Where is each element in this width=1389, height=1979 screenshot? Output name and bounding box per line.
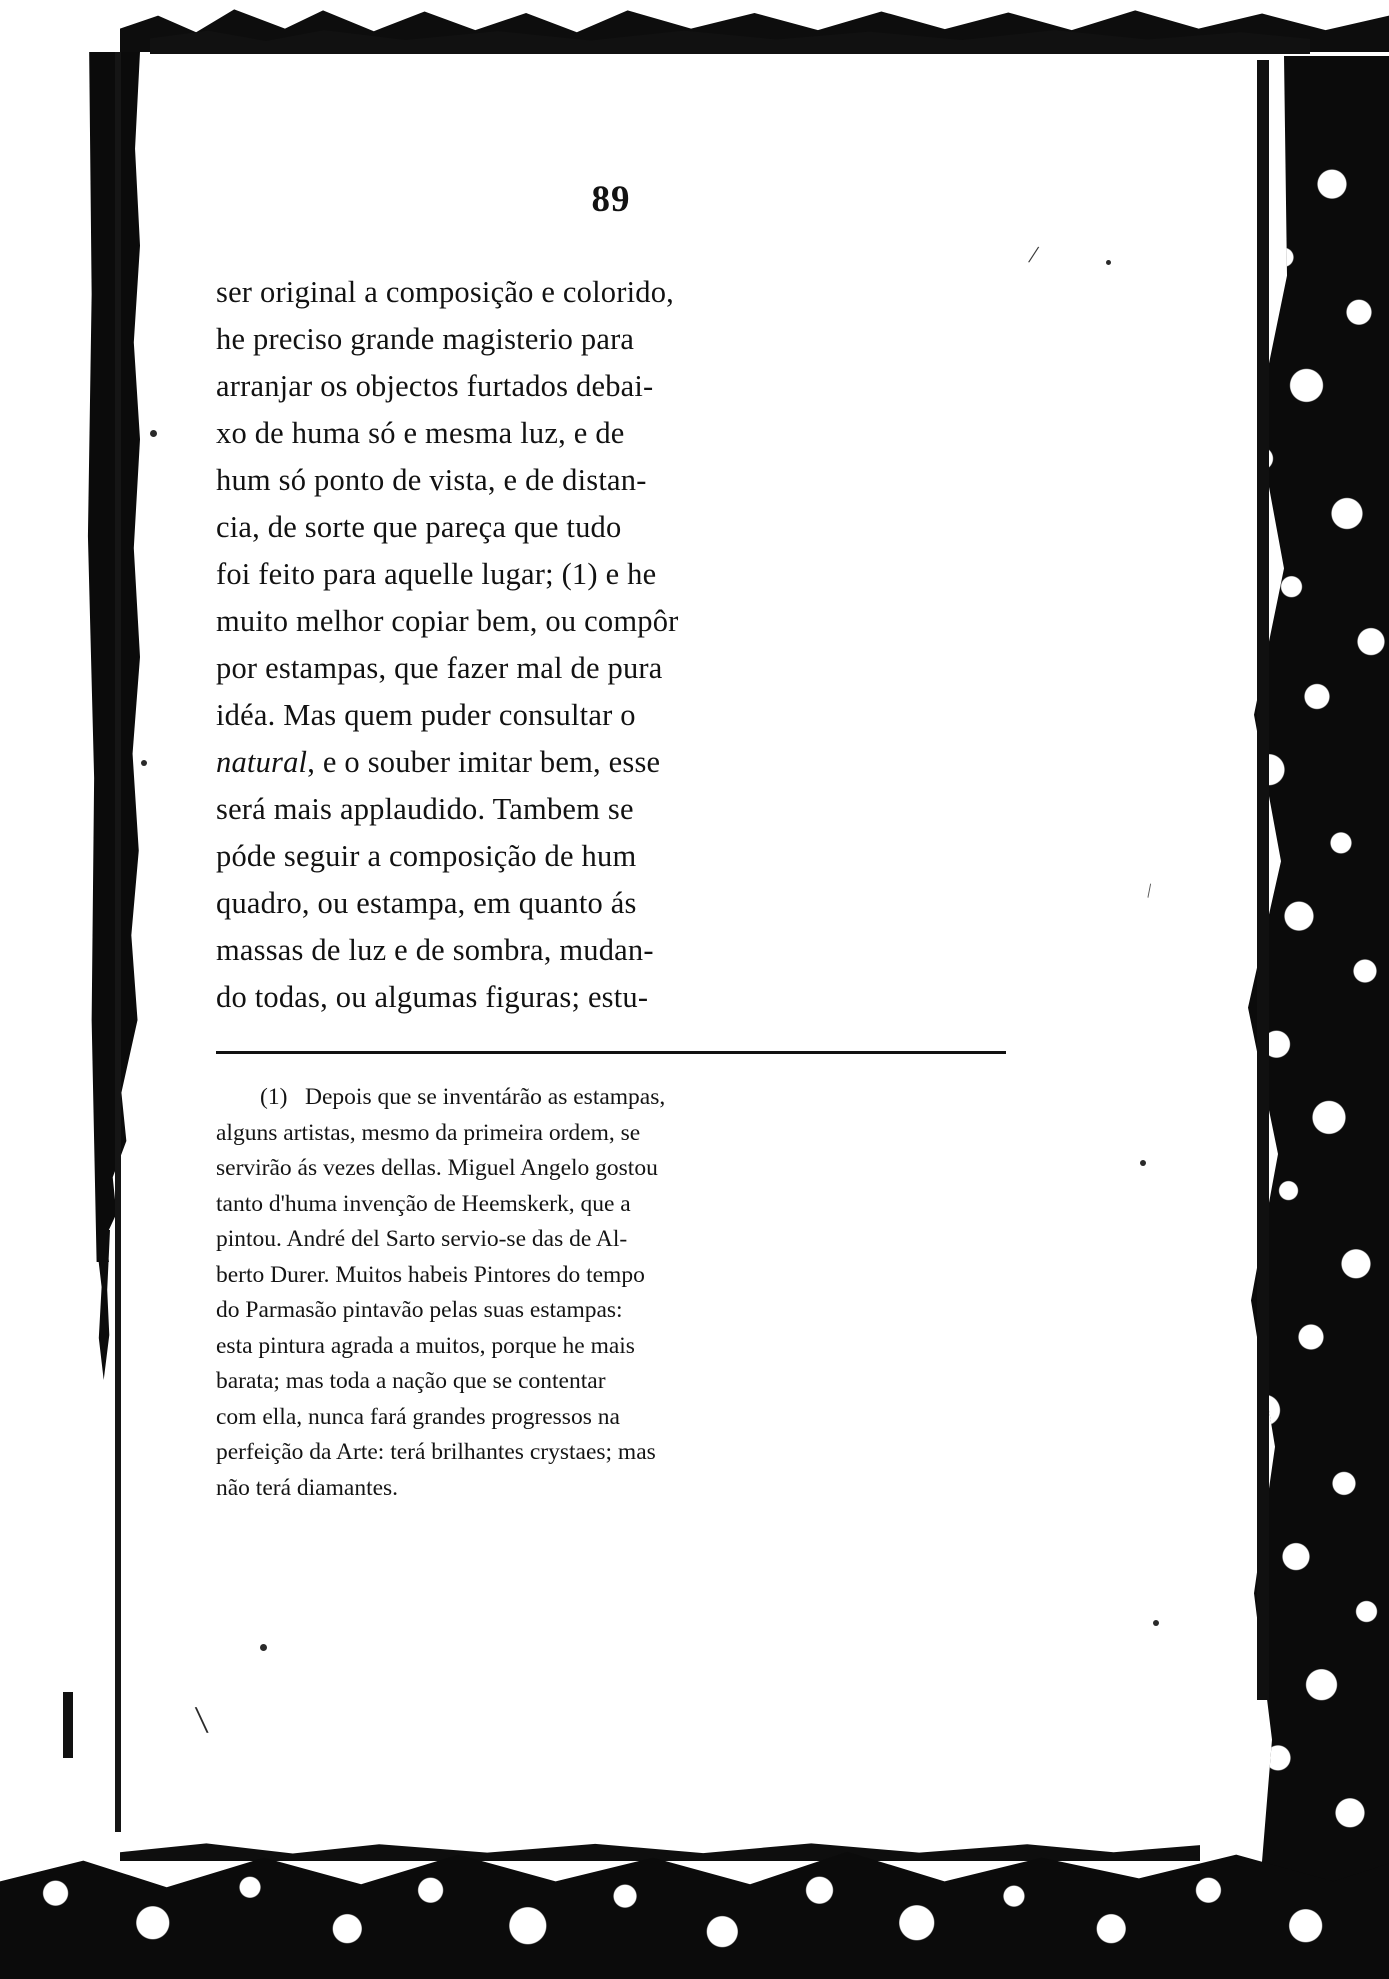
body-line-text: por estampas, que fazer mal de pura — [216, 651, 663, 685]
scan-speck — [1106, 260, 1111, 265]
footnote-line-text: do Parmasão pintavão pelas suas estampas: — [216, 1297, 623, 1323]
body-paragraph — [216, 269, 1006, 1021]
body-line-text: idéa. Mas quem puder consultar o — [216, 698, 636, 732]
footnote-line-text: não terá diamantes. — [216, 1474, 399, 1501]
scan-artifact-top-edge — [120, 0, 1389, 52]
footnote-line — [216, 1364, 1006, 1400]
body-line-text: do todas, ou algumas figuras; estu- — [216, 980, 649, 1014]
page-number: 89 — [591, 179, 631, 220]
footnote-line-text: pintou. André del Sarto servio-se das de Al- — [216, 1226, 628, 1252]
body-line-text: he preciso grande magisterio para — [216, 322, 635, 356]
marginalia-hook: \ — [193, 1696, 210, 1743]
scan-speck — [1140, 1160, 1146, 1166]
footnote-line-text: Depois que se inventárão as estampas, — [305, 1084, 666, 1110]
body-line-text: arranjar os objectos furtados debai- — [216, 369, 654, 403]
body-line — [216, 410, 1006, 457]
body-line-text: xo de huma só e mesma luz, e de — [216, 416, 625, 450]
body-line — [216, 880, 1006, 927]
scan-speck — [141, 760, 147, 766]
body-line — [216, 786, 1006, 833]
footnote-line — [216, 1329, 1006, 1365]
page-content — [216, 178, 1006, 1506]
footnote-first-line — [216, 1080, 1006, 1116]
scan-artifact-bottom-edge — [0, 1831, 1389, 1979]
scan-artifact-right-edge — [1239, 56, 1389, 1886]
footnote-marker: (1) — [260, 1084, 288, 1110]
footnote-line-text: alguns artistas, mesmo da primeira ordem, se — [216, 1119, 641, 1146]
footnote-line — [216, 1116, 1006, 1152]
scan-speck — [260, 1644, 267, 1651]
scan-artifact-left-edge — [78, 52, 140, 1262]
body-line — [216, 974, 1006, 1021]
scan-speck — [1153, 1620, 1159, 1626]
footnote-line-text: barata; mas toda a nação que se contentar — [216, 1368, 606, 1394]
scan-speck — [150, 430, 157, 437]
footnote-block — [216, 1080, 1006, 1506]
body-line — [216, 692, 1006, 739]
body-line — [216, 457, 1006, 504]
body-line — [216, 645, 1006, 692]
body-line — [216, 551, 1006, 598]
footnote-line — [216, 1222, 1006, 1258]
body-line-italic — [216, 739, 1006, 786]
footnote-line — [216, 1435, 1006, 1471]
scan-artifact-right-border — [1257, 60, 1269, 1700]
body-line-text: muito melhor copiar bem, ou compôr — [216, 604, 679, 638]
footnote-line — [216, 1258, 1006, 1294]
footnote-line — [216, 1187, 1006, 1223]
scan-artifact-bottom-smear — [120, 1839, 1200, 1861]
body-line-italic-inner — [216, 739, 660, 786]
body-line-text: quadro, ou estampa, em quanto ás — [216, 886, 637, 920]
body-line — [216, 598, 1006, 645]
footnote-line — [216, 1471, 1006, 1507]
body-line-text: será mais applaudido. Tambem se — [216, 792, 634, 826]
body-line-text: hum só ponto de vista, e de distan- — [216, 463, 647, 497]
footnote-line-text: perfeição da Arte: terá brilhantes crystaes; mas — [216, 1439, 656, 1465]
scan-artifact-left-border — [115, 52, 121, 1832]
footnote-line-text: berto Durer. Muitos habeis Pintores do tempo — [216, 1261, 645, 1288]
body-line-text: póde seguir a composição de hum — [216, 839, 637, 873]
body-line-text: ser original a composição e colorido, — [216, 275, 674, 309]
footnote-line — [216, 1400, 1006, 1436]
scan-artifact-top-edge-secondary — [150, 28, 1310, 54]
footnote-line-text: com ella, nunca fará grandes progressos na — [216, 1403, 620, 1430]
footnote-line-text: tanto d'huma invenção de Heemskerk, que a — [216, 1190, 631, 1217]
body-line — [216, 504, 1006, 551]
italic-term: natural — [216, 745, 308, 779]
body-line — [216, 269, 1006, 316]
scan-artifact-tick — [63, 1692, 73, 1758]
body-line — [216, 363, 1006, 410]
footnote-line — [216, 1151, 1006, 1187]
body-line-italic-suffix: , e o souber imitar bem, esse — [307, 745, 661, 779]
body-line-text: cia, de sorte que pareça que tudo — [216, 510, 622, 544]
body-line — [216, 316, 1006, 363]
body-line — [216, 927, 1006, 974]
body-line — [216, 833, 1006, 880]
body-line-text: foi feito para aquelle lugar; (1) e he — [216, 557, 657, 591]
footnote-line-text: esta pintura agrada a muitos, porque he mais — [216, 1332, 635, 1359]
marginalia-dot: \ — [1141, 880, 1157, 902]
footnote-line-text: servirão ás vezes dellas. Miguel Angelo gostou — [216, 1155, 658, 1181]
footnote-line — [216, 1293, 1006, 1329]
marginalia-slash: / — [1026, 239, 1041, 270]
body-line-text: massas de luz e de sombra, mudan- — [216, 933, 654, 967]
footnote-rule — [216, 1051, 1006, 1054]
scan-artifact-left-tail — [96, 1230, 110, 1380]
